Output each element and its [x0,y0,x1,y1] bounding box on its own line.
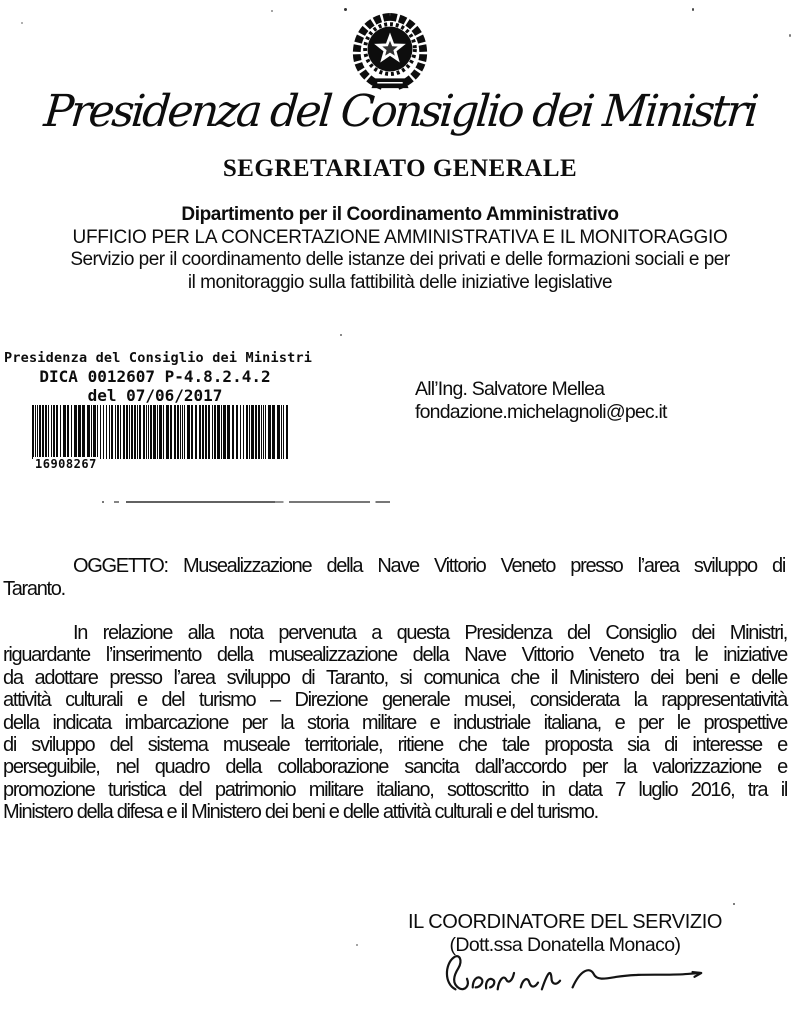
subject-line-2: Taranto. [3,578,65,600]
subject-line-1: OGGETTO: Musealizzazione della Nave Vittorio Veneto presso l’area sviluppo di [73,555,785,577]
protocol-date: del 07/06/2017 [87,386,223,405]
protocol-number: DICA 0012607 P-4.8.2.4.2 [39,367,271,386]
body-line: In relazione alla nota pervenuta a questa Presidenza del Consiglio dei Ministri, [73,622,787,644]
letterhead-script-title: Presidenza del Consiglio dei Ministri [41,86,759,137]
body-line: da adottare presso l’area sviluppo di Taranto, si comunica che il Ministero dei beni e delle [3,666,787,689]
service-line-1: Servizio per il coordinamento delle istanze dei privati e delle formazioni sociali e per [70,249,730,270]
signature-role: IL COORDINATORE DEL SERVIZIO [407,911,723,933]
scan-speck [356,944,358,946]
scan-speck [21,22,23,24]
handwritten-signature [437,949,712,997]
body-line: riguardante l’inserimento della musealizzazione della Nave Vittorio Veneto tra le iniziative [3,644,787,667]
body-line: della indicata imbarcazione per la storia militare e industriale italiana, e per le prospettive [3,711,787,734]
scan-speck [344,8,347,11]
scan-speck [692,8,694,11]
recipient-name: All’Ing. Salvatore Mellea [415,378,605,400]
recipient-block [415,378,667,423]
barcode-number: 16908267 [35,457,97,471]
department-block [0,204,800,294]
scan-speck [340,334,342,336]
recipient-email: fondazione.michelagnoli@pec.it [415,400,667,423]
office-line: UFFICIO PER LA CONCERTAZIONE AMMINISTRATIVA E IL MONITORAGGIO [72,226,728,248]
scan-speck [789,34,791,37]
body-line: di sviluppo del sistema museale territoriale, ritiene che tale proposta sia di interesse e [3,734,787,757]
letter-body [3,622,787,824]
service-line-2: il monitoraggio sulla fattibilità delle iniziative legislative [187,271,613,293]
italian-republic-emblem-icon [350,13,430,91]
scan-speck [271,10,273,12]
scan-speck [733,903,735,905]
protocol-barcode [32,405,288,459]
subject-block [3,555,785,601]
department-line: Dipartimento per il Coordinamento Amministrativo [181,204,619,225]
body-line: perseguibile, nel quadro della collaborazione sancita dall’accordo per la valorizzazione e [3,756,787,779]
secretariat-title: SEGRETARIATO GENERALE [222,155,578,182]
signature-name: (Dott.ssa Donatella Monaco) [449,934,681,956]
body-line: Ministero della difesa e il Ministero dei beni e delle attività culturali e del turismo. [3,801,598,824]
body-line: promozione turistica del patrimonio militare italiano, sottoscritto in data 7 luglio 2016, tra il [3,778,787,801]
protocol-org: Presidenza del Consiglio dei Ministri [4,350,313,366]
scan-underline [102,501,390,503]
protocol-stamp [4,350,313,405]
body-line: attività culturali e del turismo – Direzione generale musei, considerata la rappresentatività [3,689,787,712]
